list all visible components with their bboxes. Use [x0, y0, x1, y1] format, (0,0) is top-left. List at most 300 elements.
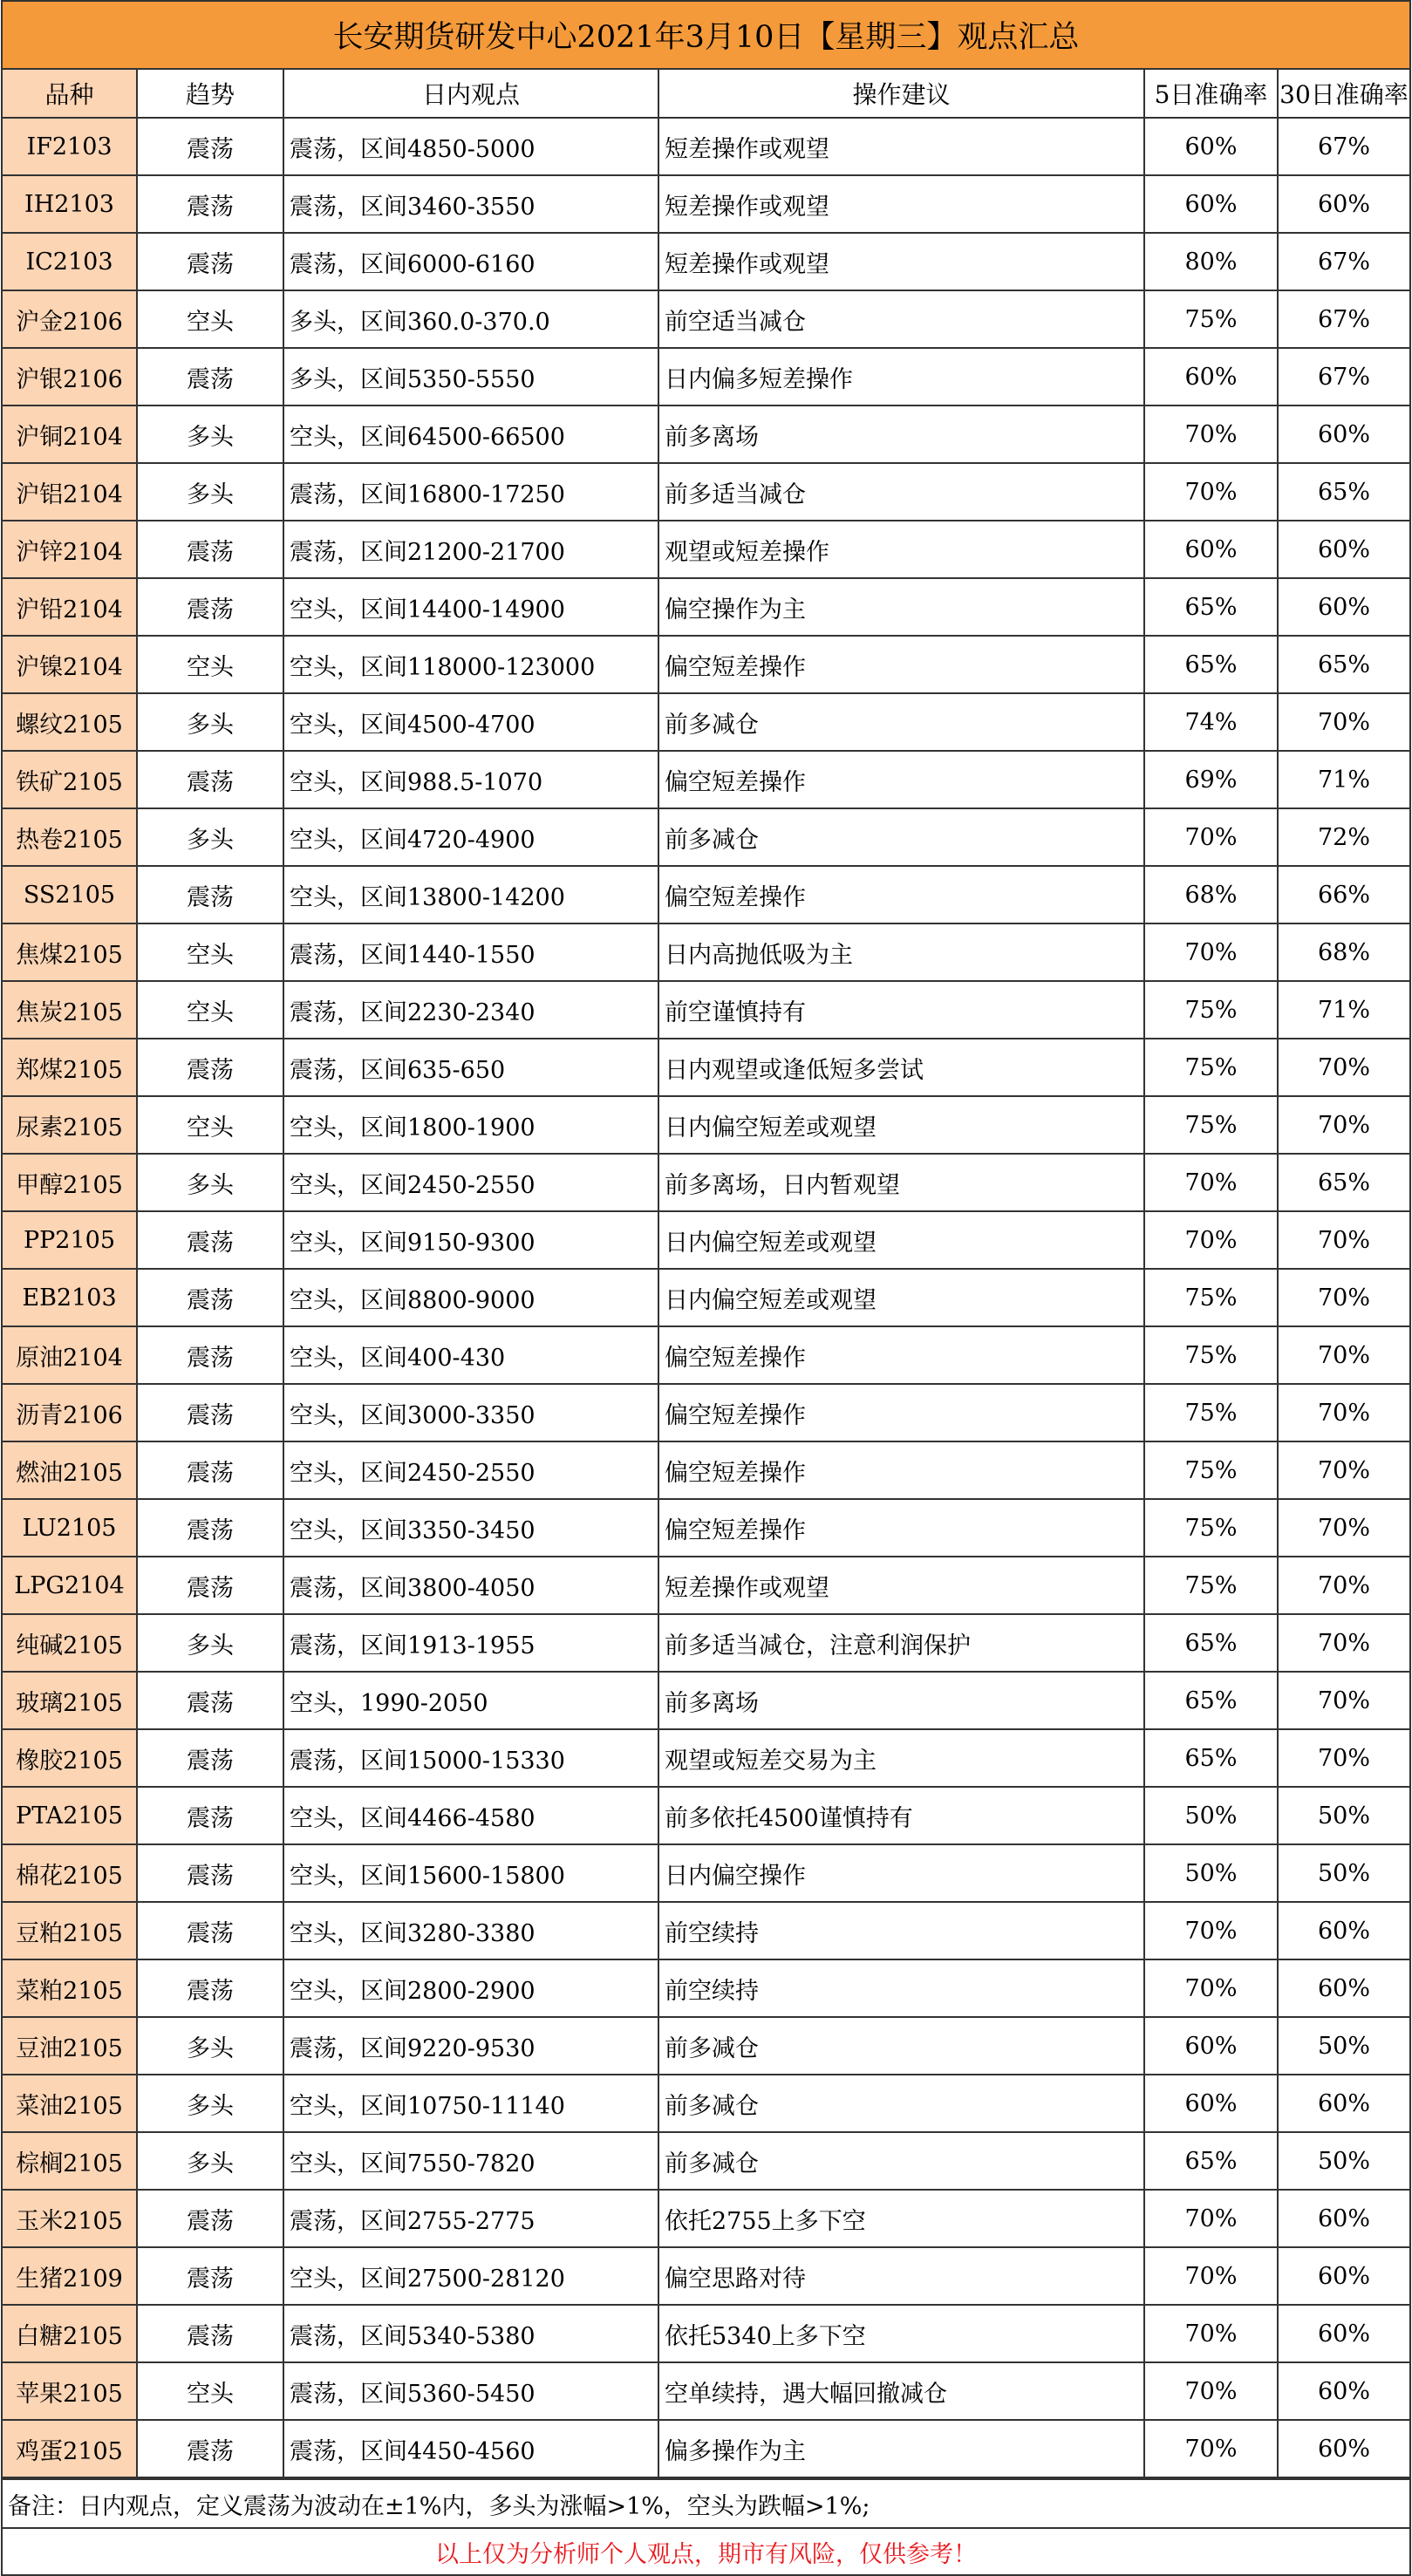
cell-trend: 多头	[137, 1154, 283, 1211]
cell-trend: 震荡	[137, 1384, 283, 1441]
cell-advice: 日内高抛低吸为主	[658, 923, 1144, 981]
cell-accuracy-30d: 60%	[1278, 578, 1409, 636]
cell-trend: 震荡	[137, 1787, 283, 1844]
table-row	[3, 1902, 1409, 1959]
cell-variety: 玉米2105	[3, 2190, 137, 2247]
header-intraday-view: 日内观点	[283, 70, 658, 118]
cell-accuracy-5d: 75%	[1144, 1269, 1278, 1326]
cell-accuracy-5d: 70%	[1144, 1154, 1278, 1211]
cell-intraday-view: 震荡，区间2755-2775	[283, 2190, 658, 2247]
table-row	[3, 1211, 1409, 1269]
cell-accuracy-30d: 67%	[1278, 348, 1409, 405]
cell-advice: 前空适当减仓	[658, 290, 1144, 348]
cell-accuracy-5d: 75%	[1144, 1557, 1278, 1614]
cell-intraday-view: 震荡，区间3460-3550	[283, 175, 658, 233]
cell-advice: 依托2755上多下空	[658, 2190, 1144, 2247]
cell-variety: 玻璃2105	[3, 1672, 137, 1729]
cell-trend: 多头	[137, 463, 283, 521]
cell-intraday-view: 空头，区间3000-3350	[283, 1384, 658, 1441]
cell-accuracy-30d: 70%	[1278, 1039, 1409, 1096]
cell-variety: PTA2105	[3, 1787, 137, 1844]
cell-accuracy-30d: 60%	[1278, 2362, 1409, 2420]
cell-accuracy-30d: 70%	[1278, 1326, 1409, 1384]
footnote: 备注：日内观点，定义震荡为波动在±1%内，多头为涨幅>1%，空头为跌幅>1%;	[3, 2478, 1409, 2527]
cell-advice: 前多减仓	[658, 2132, 1144, 2190]
cell-accuracy-5d: 65%	[1144, 2132, 1278, 2190]
cell-variety: 沪银2106	[3, 348, 137, 405]
table-row	[3, 1499, 1409, 1557]
cell-variety: 苹果2105	[3, 2362, 137, 2420]
cell-advice: 观望或短差操作	[658, 521, 1144, 578]
cell-accuracy-30d: 70%	[1278, 1614, 1409, 1672]
cell-accuracy-30d: 70%	[1278, 693, 1409, 751]
cell-intraday-view: 多头，区间5350-5550	[283, 348, 658, 405]
cell-intraday-view: 震荡，区间5340-5380	[283, 2305, 658, 2362]
table-row	[3, 751, 1409, 808]
cell-variety: IC2103	[3, 233, 137, 290]
table-row	[3, 1326, 1409, 1384]
cell-accuracy-5d: 60%	[1144, 2075, 1278, 2132]
table-row	[3, 2362, 1409, 2420]
cell-trend: 震荡	[137, 2420, 283, 2477]
table-row	[3, 175, 1409, 233]
table-row	[3, 2075, 1409, 2132]
cell-trend: 震荡	[137, 233, 283, 290]
cell-accuracy-5d: 75%	[1144, 1441, 1278, 1499]
table-row	[3, 1441, 1409, 1499]
cell-variety: PP2105	[3, 1211, 137, 1269]
cell-accuracy-30d: 60%	[1278, 2075, 1409, 2132]
cell-trend: 震荡	[137, 1269, 283, 1326]
cell-variety: 菜粕2105	[3, 1959, 137, 2017]
cell-advice: 偏多操作为主	[658, 2420, 1144, 2477]
cell-variety: 纯碱2105	[3, 1614, 137, 1672]
cell-advice: 短差操作或观望	[658, 1557, 1144, 1614]
cell-variety: 沪锌2104	[3, 521, 137, 578]
cell-intraday-view: 空头，区间14400-14900	[283, 578, 658, 636]
table-row	[3, 233, 1409, 290]
cell-intraday-view: 震荡，区间6000-6160	[283, 233, 658, 290]
cell-accuracy-5d: 69%	[1144, 751, 1278, 808]
cell-trend: 多头	[137, 405, 283, 463]
cell-advice: 前空谨慎持有	[658, 981, 1144, 1039]
cell-trend: 震荡	[137, 866, 283, 923]
cell-accuracy-5d: 65%	[1144, 636, 1278, 693]
cell-accuracy-30d: 66%	[1278, 866, 1409, 923]
cell-accuracy-30d: 70%	[1278, 1096, 1409, 1154]
table-row	[3, 348, 1409, 405]
cell-variety: 原油2104	[3, 1326, 137, 1384]
cell-advice: 短差操作或观望	[658, 175, 1144, 233]
cell-accuracy-5d: 70%	[1144, 2190, 1278, 2247]
cell-accuracy-30d: 60%	[1278, 175, 1409, 233]
cell-intraday-view: 震荡，区间3800-4050	[283, 1557, 658, 1614]
cell-trend: 多头	[137, 2075, 283, 2132]
cell-accuracy-30d: 70%	[1278, 1211, 1409, 1269]
cell-intraday-view: 空头，区间2800-2900	[283, 1959, 658, 2017]
cell-accuracy-30d: 70%	[1278, 1672, 1409, 1729]
header-accuracy-5d: 5日准确率	[1144, 70, 1278, 118]
table-row	[3, 1557, 1409, 1614]
cell-accuracy-5d: 60%	[1144, 521, 1278, 578]
cell-intraday-view: 震荡，区间1913-1955	[283, 1614, 658, 1672]
cell-intraday-view: 空头，区间9150-9300	[283, 1211, 658, 1269]
cell-trend: 空头	[137, 1096, 283, 1154]
cell-variety: IF2103	[3, 118, 137, 175]
cell-accuracy-30d: 60%	[1278, 521, 1409, 578]
cell-variety: 尿素2105	[3, 1096, 137, 1154]
cell-trend: 多头	[137, 693, 283, 751]
cell-accuracy-30d: 67%	[1278, 290, 1409, 348]
cell-trend: 震荡	[137, 2190, 283, 2247]
cell-variety: 燃油2105	[3, 1441, 137, 1499]
cell-accuracy-5d: 65%	[1144, 578, 1278, 636]
cell-intraday-view: 空头，区间3280-3380	[283, 1902, 658, 1959]
cell-accuracy-30d: 60%	[1278, 405, 1409, 463]
cell-intraday-view: 震荡，区间2230-2340	[283, 981, 658, 1039]
cell-intraday-view: 空头，区间4720-4900	[283, 808, 658, 866]
cell-accuracy-5d: 68%	[1144, 866, 1278, 923]
cell-variety: 郑煤2105	[3, 1039, 137, 1096]
cell-accuracy-5d: 70%	[1144, 1902, 1278, 1959]
cell-intraday-view: 空头，区间4466-4580	[283, 1787, 658, 1844]
cell-accuracy-5d: 75%	[1144, 290, 1278, 348]
cell-intraday-view: 震荡，区间1440-1550	[283, 923, 658, 981]
cell-accuracy-5d: 75%	[1144, 1499, 1278, 1557]
cell-trend: 震荡	[137, 1039, 283, 1096]
cell-accuracy-5d: 60%	[1144, 2017, 1278, 2075]
cell-trend: 震荡	[137, 1672, 283, 1729]
cell-trend: 震荡	[137, 1211, 283, 1269]
cell-variety: 沪铝2104	[3, 463, 137, 521]
cell-intraday-view: 空头，区间2450-2550	[283, 1441, 658, 1499]
table-row	[3, 521, 1409, 578]
table-row	[3, 1672, 1409, 1729]
table-row	[3, 290, 1409, 348]
cell-advice: 短差操作或观望	[658, 118, 1144, 175]
cell-variety: 焦煤2105	[3, 923, 137, 981]
cell-intraday-view: 震荡，区间21200-21700	[283, 521, 658, 578]
cell-accuracy-5d: 75%	[1144, 1326, 1278, 1384]
cell-trend: 多头	[137, 1614, 283, 1672]
cell-variety: 沥青2106	[3, 1384, 137, 1441]
cell-intraday-view: 空头，区间8800-9000	[283, 1269, 658, 1326]
cell-variety: 橡胶2105	[3, 1729, 137, 1787]
table-row	[3, 1384, 1409, 1441]
table-row	[3, 1614, 1409, 1672]
cell-variety: SS2105	[3, 866, 137, 923]
viewpoint-table	[3, 70, 1409, 2478]
cell-accuracy-5d: 75%	[1144, 1096, 1278, 1154]
cell-trend: 震荡	[137, 1441, 283, 1499]
cell-trend: 震荡	[137, 1499, 283, 1557]
cell-accuracy-5d: 65%	[1144, 1729, 1278, 1787]
cell-advice: 偏空短差操作	[658, 866, 1144, 923]
cell-accuracy-30d: 50%	[1278, 1787, 1409, 1844]
cell-accuracy-5d: 75%	[1144, 1384, 1278, 1441]
table-row	[3, 1959, 1409, 2017]
cell-advice: 前多离场	[658, 1672, 1144, 1729]
cell-variety: 棕榈2105	[3, 2132, 137, 2190]
cell-accuracy-30d: 70%	[1278, 1557, 1409, 1614]
table-row	[3, 1729, 1409, 1787]
cell-trend: 震荡	[137, 2305, 283, 2362]
cell-accuracy-5d: 75%	[1144, 1039, 1278, 1096]
cell-variety: 生猪2109	[3, 2247, 137, 2305]
cell-accuracy-5d: 60%	[1144, 118, 1278, 175]
cell-accuracy-5d: 70%	[1144, 808, 1278, 866]
table-body	[3, 118, 1409, 2477]
cell-accuracy-30d: 65%	[1278, 1154, 1409, 1211]
cell-advice: 前多减仓	[658, 2017, 1144, 2075]
cell-accuracy-30d: 65%	[1278, 463, 1409, 521]
cell-trend: 震荡	[137, 751, 283, 808]
cell-intraday-view: 空头，1990-2050	[283, 1672, 658, 1729]
table-row	[3, 2132, 1409, 2190]
cell-intraday-view: 震荡，区间5360-5450	[283, 2362, 658, 2420]
cell-accuracy-5d: 60%	[1144, 175, 1278, 233]
cell-accuracy-5d: 80%	[1144, 233, 1278, 290]
cell-accuracy-30d: 68%	[1278, 923, 1409, 981]
cell-advice: 偏空短差操作	[658, 1326, 1144, 1384]
cell-variety: 棉花2105	[3, 1844, 137, 1902]
cell-advice: 前多离场，日内暂观望	[658, 1154, 1144, 1211]
cell-intraday-view: 空头，区间1800-1900	[283, 1096, 658, 1154]
cell-intraday-view: 空头，区间15600-15800	[283, 1844, 658, 1902]
cell-accuracy-30d: 67%	[1278, 118, 1409, 175]
cell-variety: IH2103	[3, 175, 137, 233]
cell-variety: LPG2104	[3, 1557, 137, 1614]
cell-variety: 沪镍2104	[3, 636, 137, 693]
cell-advice: 依托5340上多下空	[658, 2305, 1144, 2362]
cell-intraday-view: 震荡，区间4850-5000	[283, 118, 658, 175]
cell-advice: 前空续持	[658, 1902, 1144, 1959]
cell-variety: LU2105	[3, 1499, 137, 1557]
cell-accuracy-30d: 60%	[1278, 2420, 1409, 2477]
cell-variety: 鸡蛋2105	[3, 2420, 137, 2477]
cell-trend: 震荡	[137, 118, 283, 175]
cell-trend: 震荡	[137, 175, 283, 233]
cell-intraday-view: 震荡，区间635-650	[283, 1039, 658, 1096]
cell-variety: 菜油2105	[3, 2075, 137, 2132]
cell-accuracy-5d: 74%	[1144, 693, 1278, 751]
table-row	[3, 2420, 1409, 2477]
cell-accuracy-30d: 60%	[1278, 1902, 1409, 1959]
header-advice: 操作建议	[658, 70, 1144, 118]
cell-accuracy-5d: 70%	[1144, 1959, 1278, 2017]
cell-accuracy-30d: 60%	[1278, 2247, 1409, 2305]
table-row	[3, 1039, 1409, 1096]
cell-accuracy-30d: 72%	[1278, 808, 1409, 866]
cell-variety: 豆油2105	[3, 2017, 137, 2075]
cell-accuracy-30d: 70%	[1278, 1729, 1409, 1787]
cell-accuracy-5d: 70%	[1144, 1211, 1278, 1269]
table-row	[3, 1844, 1409, 1902]
table-row	[3, 2017, 1409, 2075]
cell-intraday-view: 空头，区间2450-2550	[283, 1154, 658, 1211]
cell-trend: 震荡	[137, 1902, 283, 1959]
cell-advice: 偏空短差操作	[658, 636, 1144, 693]
cell-accuracy-30d: 50%	[1278, 2132, 1409, 2190]
cell-accuracy-30d: 60%	[1278, 2190, 1409, 2247]
cell-accuracy-5d: 60%	[1144, 348, 1278, 405]
cell-advice: 偏空思路对待	[658, 2247, 1144, 2305]
cell-intraday-view: 空头，区间13800-14200	[283, 866, 658, 923]
table-row	[3, 578, 1409, 636]
cell-intraday-view: 空头，区间64500-66500	[283, 405, 658, 463]
cell-trend: 震荡	[137, 1959, 283, 2017]
cell-advice: 前空续持	[658, 1959, 1144, 2017]
header-accuracy-30d: 30日准确率	[1278, 70, 1409, 118]
cell-variety: 白糖2105	[3, 2305, 137, 2362]
cell-trend: 震荡	[137, 521, 283, 578]
cell-advice: 前多减仓	[658, 2075, 1144, 2132]
table-row	[3, 981, 1409, 1039]
cell-variety: 甲醇2105	[3, 1154, 137, 1211]
cell-accuracy-30d: 70%	[1278, 1384, 1409, 1441]
cell-intraday-view: 震荡，区间9220-9530	[283, 2017, 658, 2075]
cell-trend: 空头	[137, 290, 283, 348]
cell-accuracy-30d: 67%	[1278, 233, 1409, 290]
cell-advice: 前多适当减仓	[658, 463, 1144, 521]
cell-accuracy-30d: 60%	[1278, 2305, 1409, 2362]
disclaimer: 以上仅为分析师个人观点，期市有风险，仅供参考！	[3, 2527, 1409, 2574]
cell-trend: 多头	[137, 808, 283, 866]
cell-advice: 日内观望或逢低短多尝试	[658, 1039, 1144, 1096]
cell-variety: EB2103	[3, 1269, 137, 1326]
cell-advice: 偏空短差操作	[658, 751, 1144, 808]
cell-intraday-view: 空头，区间988.5-1070	[283, 751, 658, 808]
cell-advice: 日内偏空操作	[658, 1844, 1144, 1902]
cell-trend: 空头	[137, 636, 283, 693]
cell-advice: 日内偏空短差或观望	[658, 1096, 1144, 1154]
cell-variety: 焦炭2105	[3, 981, 137, 1039]
cell-variety: 热卷2105	[3, 808, 137, 866]
cell-accuracy-30d: 70%	[1278, 1499, 1409, 1557]
cell-advice: 偏空短差操作	[658, 1441, 1144, 1499]
cell-accuracy-5d: 65%	[1144, 1672, 1278, 1729]
cell-accuracy-5d: 70%	[1144, 2362, 1278, 2420]
cell-advice: 前多减仓	[658, 808, 1144, 866]
table-row	[3, 1787, 1409, 1844]
table-row	[3, 1096, 1409, 1154]
table-row	[3, 808, 1409, 866]
cell-advice: 前多离场	[658, 405, 1144, 463]
cell-variety: 沪金2106	[3, 290, 137, 348]
cell-trend: 震荡	[137, 348, 283, 405]
cell-trend: 多头	[137, 2132, 283, 2190]
cell-intraday-view: 多头，区间360.0-370.0	[283, 290, 658, 348]
table-row	[3, 2190, 1409, 2247]
cell-variety: 沪铜2104	[3, 405, 137, 463]
cell-advice: 日内偏多短差操作	[658, 348, 1144, 405]
cell-accuracy-30d: 50%	[1278, 2017, 1409, 2075]
cell-intraday-view: 震荡，区间15000-15330	[283, 1729, 658, 1787]
cell-trend: 震荡	[137, 1729, 283, 1787]
cell-variety: 螺纹2105	[3, 693, 137, 751]
table-row	[3, 866, 1409, 923]
cell-accuracy-30d: 60%	[1278, 1959, 1409, 2017]
cell-trend: 震荡	[137, 1844, 283, 1902]
header-variety: 品种	[3, 70, 137, 118]
cell-accuracy-5d: 70%	[1144, 923, 1278, 981]
cell-accuracy-5d: 75%	[1144, 981, 1278, 1039]
cell-accuracy-30d: 70%	[1278, 1441, 1409, 1499]
table-row	[3, 923, 1409, 981]
cell-intraday-view: 空头，区间4500-4700	[283, 693, 658, 751]
cell-intraday-view: 空头，区间118000-123000	[283, 636, 658, 693]
cell-intraday-view: 空头，区间400-430	[283, 1326, 658, 1384]
cell-variety: 铁矿2105	[3, 751, 137, 808]
cell-advice: 前多适当减仓，注意利润保护	[658, 1614, 1144, 1672]
cell-trend: 震荡	[137, 1557, 283, 1614]
table-row	[3, 1269, 1409, 1326]
cell-trend: 多头	[137, 2017, 283, 2075]
cell-accuracy-30d: 70%	[1278, 1269, 1409, 1326]
viewpoint-summary-sheet	[1, 0, 1411, 2576]
table-row	[3, 693, 1409, 751]
cell-accuracy-5d: 65%	[1144, 1614, 1278, 1672]
cell-trend: 震荡	[137, 1326, 283, 1384]
table-row	[3, 118, 1409, 175]
cell-variety: 豆粕2105	[3, 1902, 137, 1959]
header-trend: 趋势	[137, 70, 283, 118]
page-title: 长安期货研发中心2021年3月10日【星期三】观点汇总	[3, 2, 1409, 70]
cell-advice: 日内偏空短差或观望	[658, 1269, 1144, 1326]
cell-intraday-view: 空头，区间3350-3450	[283, 1499, 658, 1557]
table-row	[3, 405, 1409, 463]
cell-intraday-view: 空头，区间27500-28120	[283, 2247, 658, 2305]
cell-advice: 短差操作或观望	[658, 233, 1144, 290]
cell-accuracy-5d: 70%	[1144, 463, 1278, 521]
cell-accuracy-30d: 65%	[1278, 636, 1409, 693]
cell-accuracy-5d: 70%	[1144, 2247, 1278, 2305]
cell-accuracy-5d: 70%	[1144, 2420, 1278, 2477]
cell-advice: 前多依托4500谨慎持有	[658, 1787, 1144, 1844]
cell-accuracy-30d: 71%	[1278, 751, 1409, 808]
cell-advice: 偏空短差操作	[658, 1384, 1144, 1441]
cell-accuracy-30d: 50%	[1278, 1844, 1409, 1902]
cell-trend: 震荡	[137, 578, 283, 636]
cell-intraday-view: 空头，区间7550-7820	[283, 2132, 658, 2190]
cell-advice: 空单续持，遇大幅回撤减仓	[658, 2362, 1144, 2420]
cell-accuracy-5d: 50%	[1144, 1787, 1278, 1844]
table-row	[3, 1154, 1409, 1211]
cell-intraday-view: 震荡，区间16800-17250	[283, 463, 658, 521]
cell-advice: 日内偏空短差或观望	[658, 1211, 1144, 1269]
cell-trend: 震荡	[137, 2247, 283, 2305]
table-header-row	[3, 70, 1409, 118]
cell-intraday-view: 震荡，区间4450-4560	[283, 2420, 658, 2477]
table-row	[3, 463, 1409, 521]
cell-advice: 前多减仓	[658, 693, 1144, 751]
cell-advice: 观望或短差交易为主	[658, 1729, 1144, 1787]
table-row	[3, 2305, 1409, 2362]
cell-accuracy-30d: 71%	[1278, 981, 1409, 1039]
cell-advice: 偏空操作为主	[658, 578, 1144, 636]
cell-trend: 空头	[137, 981, 283, 1039]
cell-accuracy-5d: 70%	[1144, 405, 1278, 463]
table-row	[3, 2247, 1409, 2305]
cell-advice: 偏空短差操作	[658, 1499, 1144, 1557]
cell-accuracy-5d: 50%	[1144, 1844, 1278, 1902]
cell-trend: 空头	[137, 923, 283, 981]
cell-trend: 空头	[137, 2362, 283, 2420]
table-row	[3, 636, 1409, 693]
cell-variety: 沪铅2104	[3, 578, 137, 636]
cell-accuracy-5d: 70%	[1144, 2305, 1278, 2362]
cell-intraday-view: 空头，区间10750-11140	[283, 2075, 658, 2132]
